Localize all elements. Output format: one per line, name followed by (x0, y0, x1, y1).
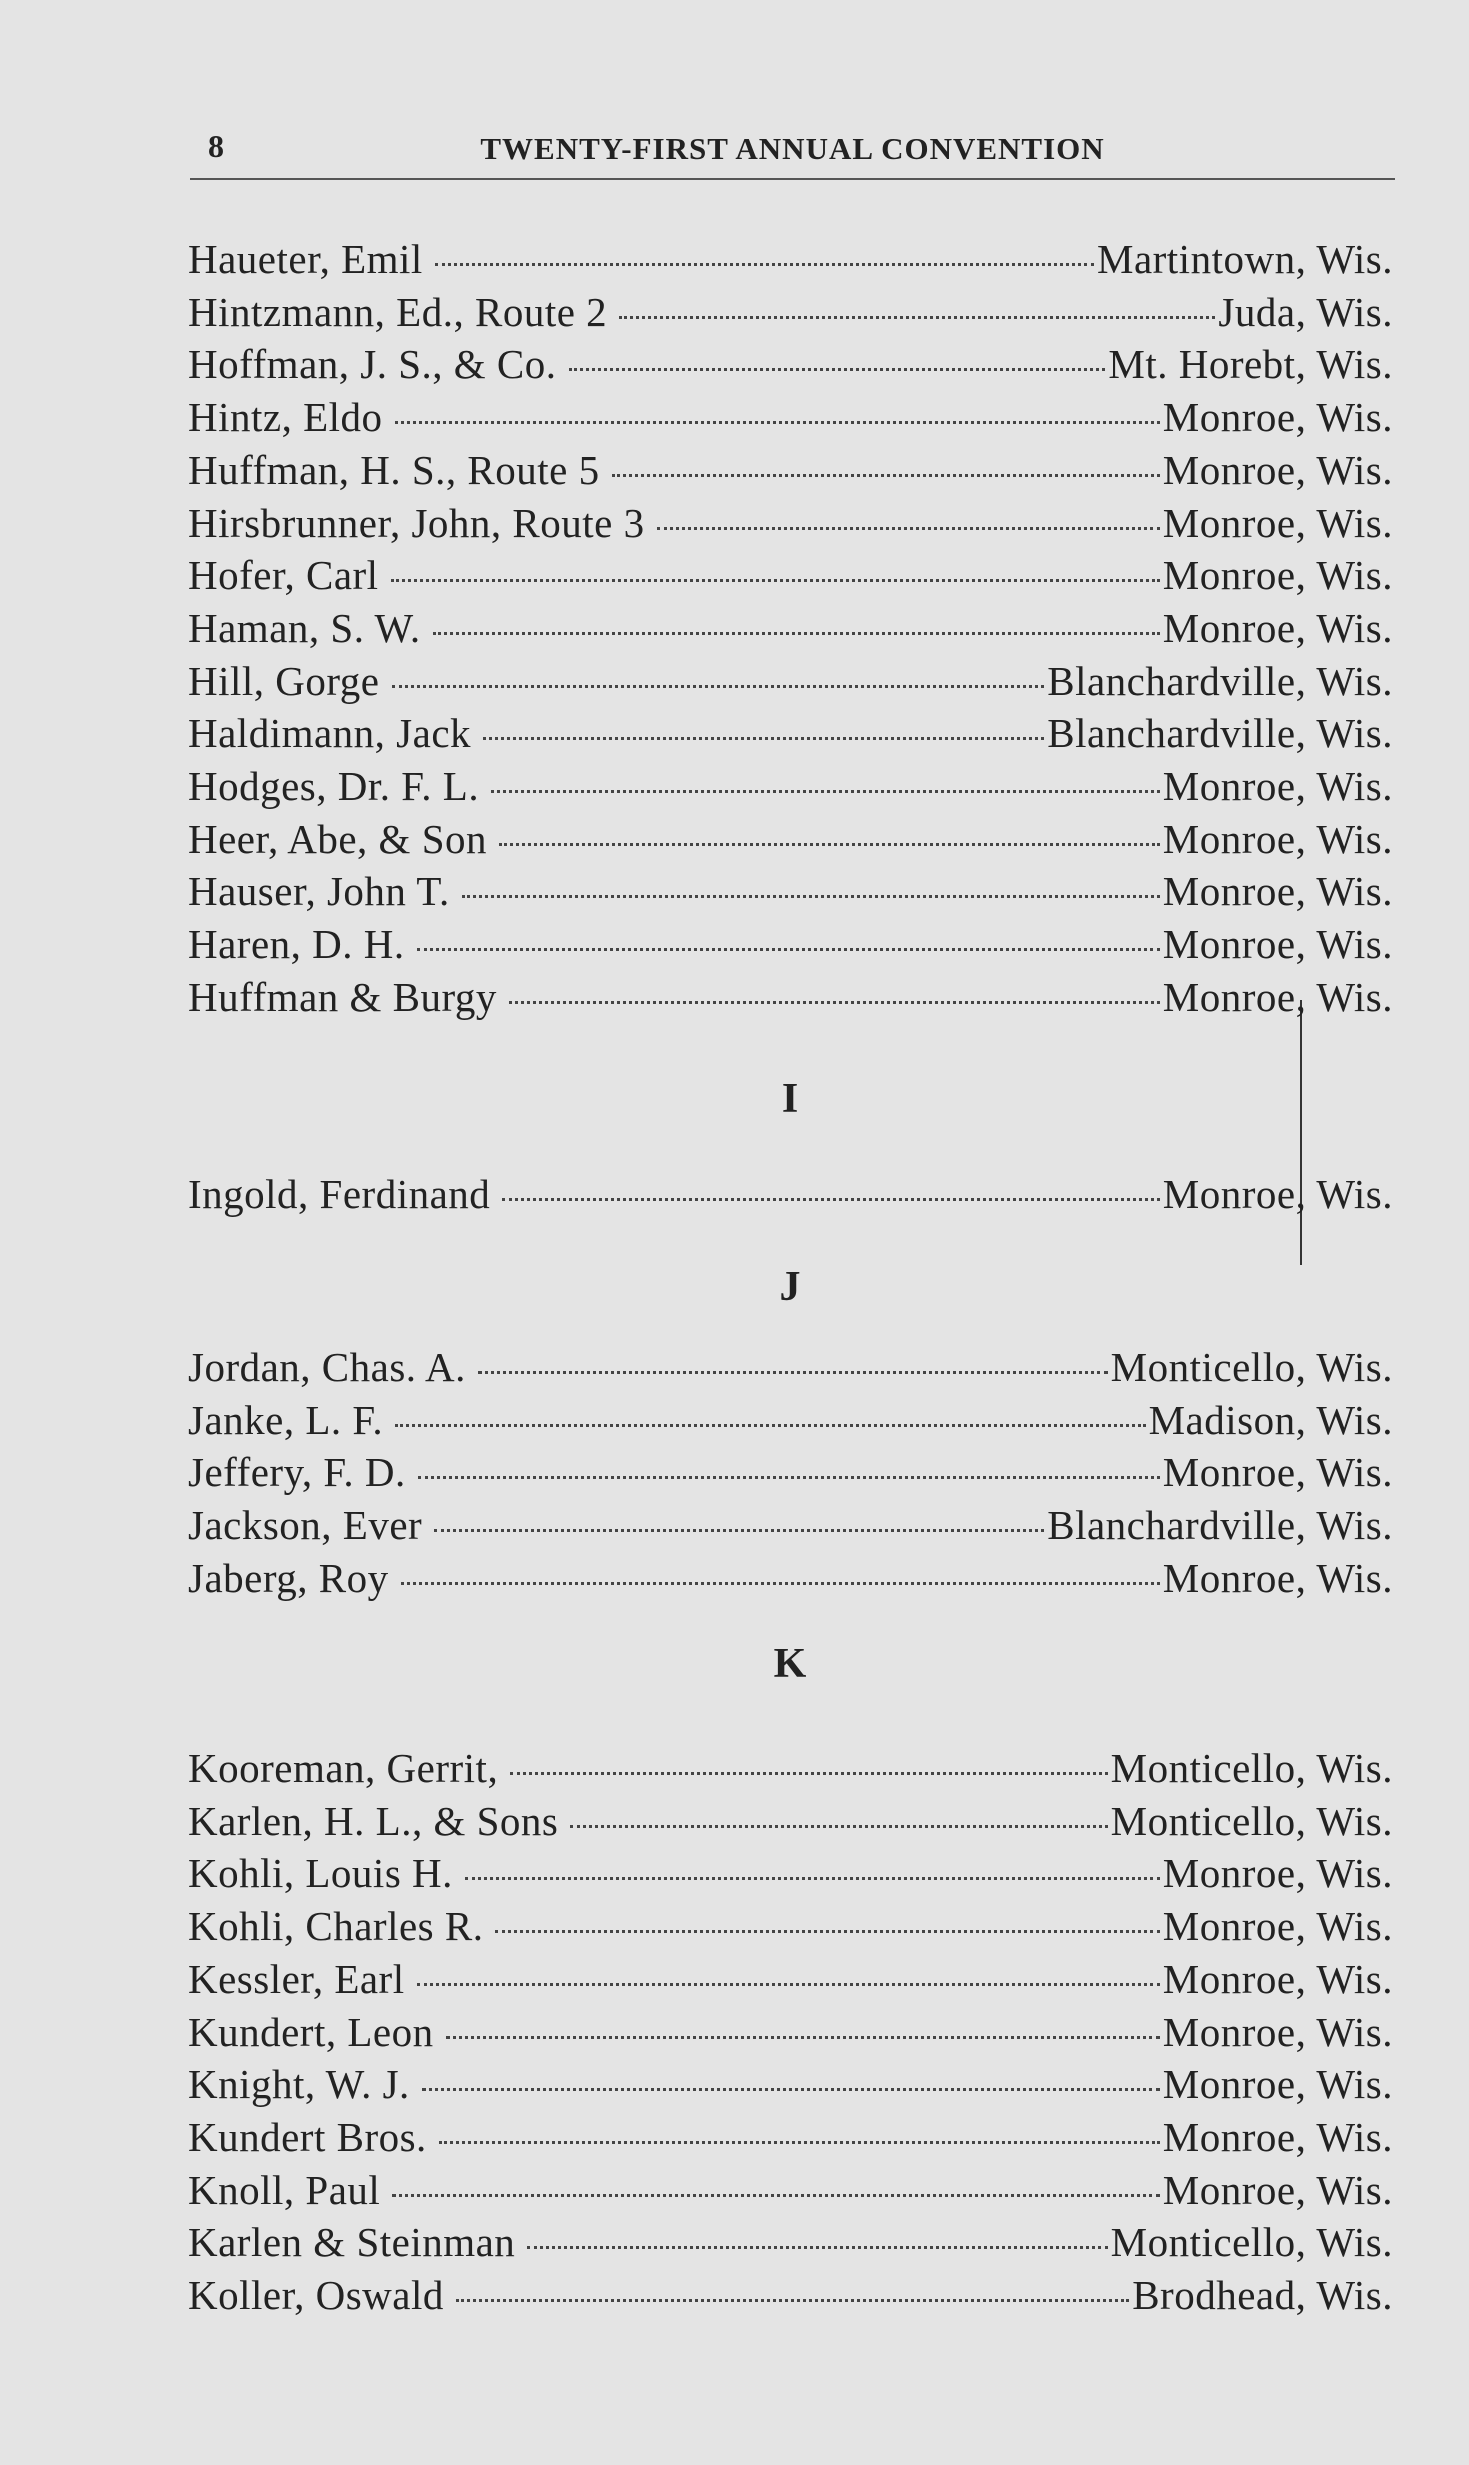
entry-place: Monroe, Wis. (1162, 1449, 1393, 1496)
directory-entry (188, 815, 1393, 867)
dot-leader (491, 790, 1160, 793)
entry-name: Haren, D. H. (188, 921, 405, 968)
directory-entry (188, 973, 1393, 1025)
entry-place: Mt. Horebt, Wis. (1108, 341, 1393, 388)
entry-name: Huffman, H. S., Route 5 (188, 446, 600, 493)
directory-entry (188, 1343, 1393, 1395)
dot-leader (422, 2088, 1160, 2091)
stray-vertical-line (1300, 1000, 1302, 1265)
directory-entry (188, 762, 1393, 814)
dot-leader (392, 2194, 1159, 2197)
entry-place: Martintown, Wis. (1096, 236, 1393, 282)
running-title: TWENTY-FIRST ANNUAL CONVENTION (480, 131, 1105, 166)
dot-leader (619, 316, 1215, 319)
entry-name: Kohli, Louis H. (188, 1850, 453, 1897)
entry-place: Monroe, Wis. (1162, 815, 1393, 862)
dot-leader (395, 421, 1160, 424)
directory-entry (188, 2060, 1393, 2112)
entry-name: Hoffman, J. S., & Co. (188, 341, 557, 388)
entry-name: Haldimann, Jack (188, 710, 472, 757)
entry-place: Juda, Wis. (1218, 288, 1393, 335)
dot-leader (657, 527, 1160, 530)
entry-place: Monroe, Wis. (1162, 1903, 1393, 1950)
directory-entry (188, 2271, 1393, 2323)
directory-entry (188, 604, 1393, 656)
entry-place: Monroe, Wis. (1162, 394, 1393, 441)
directory-entry (188, 1744, 1393, 1796)
entry-name: Hofer, Carl (188, 552, 379, 599)
directory-entry (188, 2008, 1393, 2060)
dot-leader (495, 1930, 1159, 1933)
directory-entry (188, 2218, 1393, 2270)
dot-leader (483, 737, 1044, 740)
directory-entry (188, 340, 1393, 392)
entry-name: Hauser, John T. (188, 868, 450, 915)
entry-name: Haman, S. W. (188, 604, 421, 651)
directory-entry (188, 1170, 1393, 1222)
directory-entry (188, 867, 1393, 919)
directory-entry (188, 2166, 1393, 2218)
page-number: 8 (208, 128, 224, 164)
directory-entry (188, 1396, 1393, 1448)
entry-name: Knoll, Paul (188, 2166, 381, 2213)
dot-leader (478, 1371, 1108, 1374)
dot-leader (391, 579, 1160, 582)
directory-entry (188, 551, 1393, 603)
directory-entry (188, 1849, 1393, 1901)
entry-place: Monroe, Wis. (1162, 973, 1393, 1020)
entry-place: Monroe, Wis. (1162, 868, 1393, 915)
entry-name: Haueter, Emil (188, 236, 423, 282)
entry-name: Hintz, Eldo (188, 394, 383, 441)
directory-entry (188, 235, 1393, 287)
directory-entry (188, 499, 1393, 551)
entry-place: Monticello, Wis. (1110, 1745, 1393, 1791)
dot-leader (462, 895, 1160, 898)
section-letter-k: K (773, 1641, 807, 1687)
entry-name: Karlen, H. L., & Sons (188, 1797, 559, 1844)
entry-name: Hirsbrunner, John, Route 3 (188, 499, 645, 546)
dot-leader (569, 368, 1106, 371)
entry-place: Monticello, Wis. (1110, 1797, 1393, 1844)
entry-name: Kundert Bros. (188, 2113, 427, 2160)
entry-name: Janke, L. F. (188, 1396, 384, 1443)
entry-place: Monroe, Wis. (1162, 1554, 1393, 1601)
section-letter-j: J (779, 1264, 801, 1310)
entry-name: Heer, Abe, & Son (188, 815, 488, 862)
entry-name: Ingold, Ferdinand (188, 1171, 491, 1217)
dot-leader (446, 2036, 1160, 2039)
directory-entry (188, 288, 1393, 340)
dot-leader (401, 1582, 1160, 1585)
dot-leader (395, 1424, 1145, 1427)
dot-leader (418, 1476, 1160, 1479)
entry-name: Jeffery, F. D. (188, 1449, 406, 1496)
entry-place: Monticello, Wis. (1110, 2219, 1393, 2266)
directory-entry (188, 1797, 1393, 1849)
dot-leader (502, 1198, 1159, 1201)
directory-entry (188, 1501, 1393, 1553)
entry-place: Monroe, Wis. (1162, 763, 1393, 809)
entry-name: Kessler, Earl (188, 1955, 405, 2002)
entry-place: Monroe, Wis. (1162, 499, 1393, 546)
dot-leader (435, 263, 1094, 266)
entry-place: Monroe, Wis. (1162, 2166, 1393, 2213)
entry-name: Karlen & Steinman (188, 2219, 516, 2266)
entry-place: Monticello, Wis. (1110, 1344, 1393, 1390)
dot-leader (570, 1825, 1107, 1828)
section-letter-i: I (781, 1076, 799, 1122)
directory-entry (188, 1448, 1393, 1500)
entry-place: Monroe, Wis. (1162, 2113, 1393, 2160)
entry-name: Hodges, Dr. F. L. (188, 763, 480, 809)
dot-leader (417, 948, 1160, 951)
dot-leader (510, 1772, 1107, 1775)
entry-name: Huffman & Burgy (188, 973, 497, 1020)
entry-name: Kooreman, Gerrit, (188, 1745, 499, 1791)
dot-leader (417, 1983, 1160, 1986)
entry-place: Monroe, Wis. (1162, 604, 1393, 651)
entry-name: Kohli, Charles R. (188, 1903, 484, 1950)
directory-entry (188, 920, 1393, 972)
entry-place: Monroe, Wis. (1162, 1850, 1393, 1897)
entry-place: Madison, Wis. (1148, 1396, 1393, 1443)
directory-entry (188, 2113, 1393, 2165)
entry-name: Knight, W. J. (188, 2061, 410, 2108)
dot-leader (439, 2141, 1160, 2144)
directory-entry (188, 1902, 1393, 1954)
directory-entry (188, 1955, 1393, 2007)
entry-place: Monroe, Wis. (1162, 2061, 1393, 2108)
entry-name: Kundert, Leon (188, 2008, 434, 2055)
entry-name: Hill, Gorge (188, 657, 380, 704)
entry-place: Blanchardville, Wis. (1047, 1502, 1393, 1549)
dot-leader (612, 474, 1160, 477)
entry-place: Monroe, Wis. (1162, 2008, 1393, 2055)
dot-leader (434, 1529, 1044, 1532)
dot-leader (433, 632, 1160, 635)
dot-leader (465, 1877, 1160, 1880)
entry-name: Jackson, Ever (188, 1502, 423, 1549)
dot-leader (499, 843, 1160, 846)
entry-place: Blanchardville, Wis. (1047, 710, 1393, 757)
entry-place: Monroe, Wis. (1162, 446, 1393, 493)
entry-place: Monroe, Wis. (1162, 1171, 1393, 1217)
entry-place: Monroe, Wis. (1162, 921, 1393, 968)
entry-place: Monroe, Wis. (1162, 1955, 1393, 2002)
dot-leader (527, 2246, 1107, 2249)
entry-place: Brodhead, Wis. (1132, 2272, 1393, 2318)
dot-leader (456, 2299, 1129, 2302)
dot-leader (392, 685, 1045, 688)
directory-entry (188, 393, 1393, 445)
entry-place: Blanchardville, Wis. (1047, 657, 1393, 704)
directory-entry (188, 446, 1393, 498)
dot-leader (509, 1001, 1160, 1004)
directory-entry (188, 1554, 1393, 1606)
page-header (190, 128, 1395, 180)
entry-name: Jordan, Chas. A. (188, 1344, 466, 1390)
entry-name: Hintzmann, Ed., Route 2 (188, 288, 608, 335)
entry-place: Monroe, Wis. (1162, 552, 1393, 599)
directory-entry (188, 709, 1393, 761)
directory-entry (188, 657, 1393, 709)
entry-name: Jaberg, Roy (188, 1554, 389, 1601)
entry-name: Koller, Oswald (188, 2272, 444, 2318)
